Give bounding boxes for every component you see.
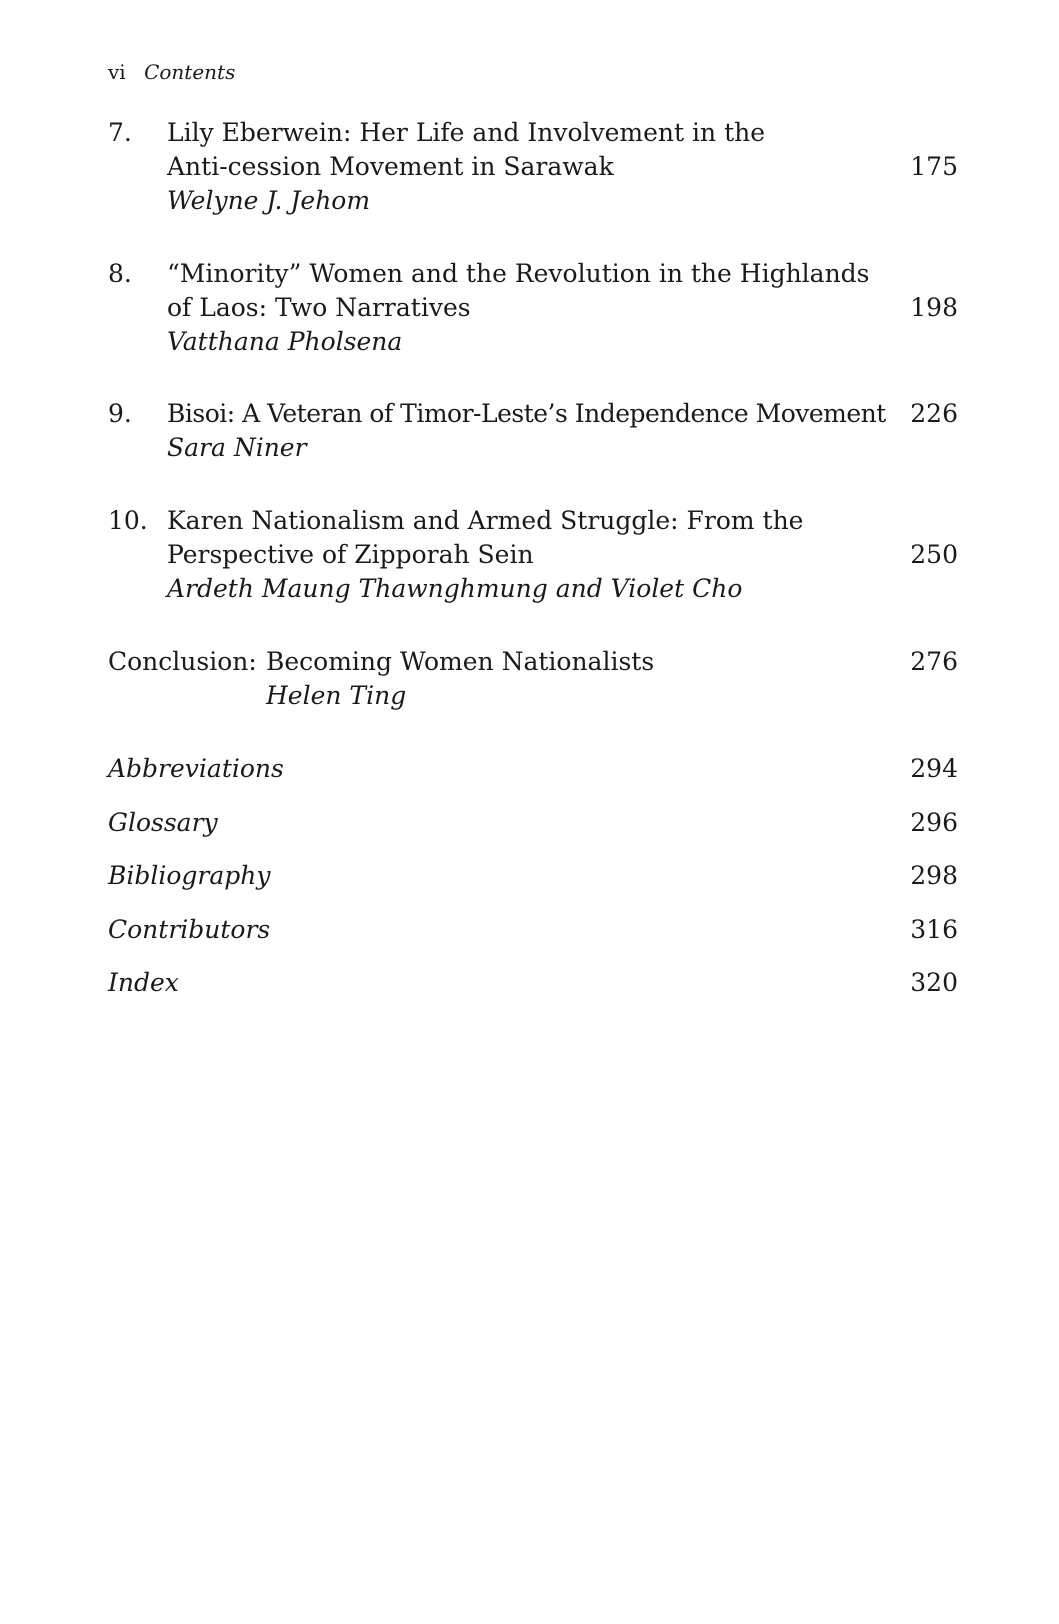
back-matter-page-number: 316: [910, 915, 958, 944]
chapter-author: Welyne J. Jehom: [167, 186, 371, 215]
chapter-author: Ardeth Maung Thawnghmung and Violet Cho: [167, 574, 743, 603]
chapter-number: 10.: [108, 506, 148, 535]
conclusion-page-number: 276: [910, 647, 958, 676]
chapter-author: Vatthana Pholsena: [167, 327, 403, 356]
toc-entry-chapter-7[interactable]: [108, 116, 958, 218]
running-head: [108, 58, 235, 86]
toc-entry-chapter-10[interactable]: [108, 504, 958, 606]
toc-entry-glossary[interactable]: [108, 806, 958, 840]
back-matter-label: Abbreviations: [108, 754, 284, 783]
back-matter-label: Contributors: [108, 915, 271, 944]
page-folio: vi: [108, 60, 126, 84]
back-matter-label: Glossary: [108, 808, 218, 837]
toc-entry-index[interactable]: [108, 966, 958, 1000]
back-matter-page-number: 298: [910, 861, 958, 890]
toc-entry-chapter-8[interactable]: [108, 257, 958, 359]
chapter-title-line: Anti-cession Movement in Sarawak: [167, 152, 614, 181]
back-matter-page-number: 320: [910, 968, 958, 997]
chapter-title-line: Karen Nationalism and Armed Struggle: From the: [167, 506, 804, 535]
chapter-page-number: 175: [910, 152, 958, 181]
conclusion-author: Helen Ting: [266, 681, 407, 710]
chapter-title-line: Perspective of Zipporah Sein: [167, 540, 534, 569]
toc-entry-bibliography[interactable]: [108, 859, 958, 893]
toc-entry-chapter-9[interactable]: [108, 397, 958, 465]
chapter-number: 8.: [108, 259, 132, 288]
chapter-number: 9.: [108, 399, 132, 428]
back-matter-label: Index: [108, 968, 179, 997]
toc-entry-abbreviations[interactable]: [108, 752, 958, 786]
chapter-page-number: 250: [910, 540, 958, 569]
chapter-page-number: 226: [910, 399, 958, 428]
chapter-number: 7.: [108, 118, 132, 147]
toc-entry-conclusion[interactable]: [108, 645, 958, 713]
chapter-page-number: 198: [910, 293, 958, 322]
chapter-title-line: Lily Eberwein: Her Life and Involvement in the: [167, 118, 766, 147]
chapter-author: Sara Niner: [167, 433, 307, 462]
back-matter-page-number: 294: [910, 754, 958, 783]
conclusion-label: Conclusion:: [108, 647, 257, 676]
toc-entry-contributors[interactable]: [108, 913, 958, 947]
back-matter-page-number: 296: [910, 808, 958, 837]
back-matter-label: Bibliography: [108, 861, 271, 890]
conclusion-title: Becoming Women Nationalists: [266, 647, 655, 676]
chapter-title-line: Bisoi: A Veteran of Timor-Leste’s Independence Movement: [167, 399, 886, 428]
chapter-title-line: “Minority” Women and the Revolution in the Highlands: [167, 259, 870, 288]
running-head-title: Contents: [144, 60, 236, 84]
chapter-title-line: of Laos: Two Narratives: [167, 293, 471, 322]
